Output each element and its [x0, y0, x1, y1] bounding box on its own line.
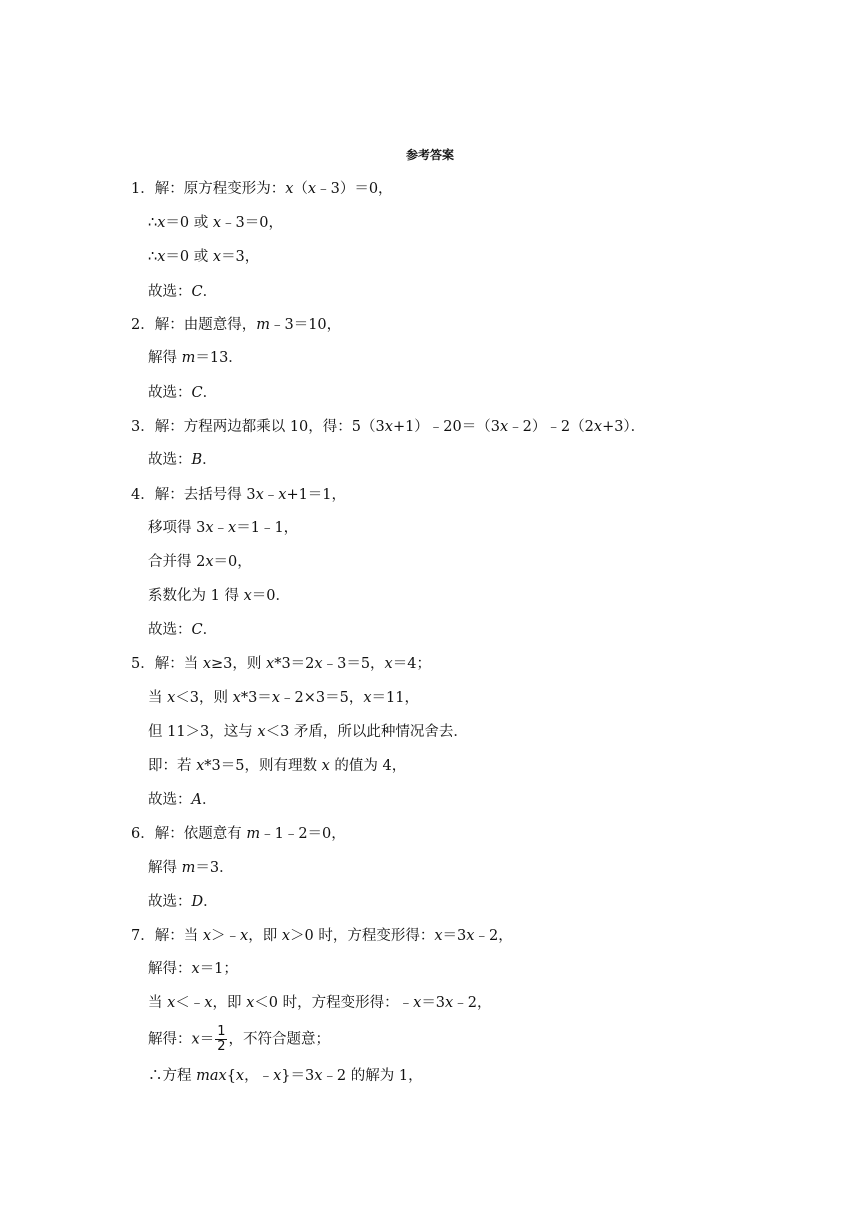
answer-line: 故选：D．: [148, 894, 218, 910]
answer-line: 1．解：原方程变形为：x（x﹣3）＝0，: [131, 181, 393, 197]
fraction: [215, 1025, 227, 1054]
answer-line: 系数化为 1 得 x＝0．: [148, 588, 290, 604]
fraction-denominator: 2: [217, 1039, 226, 1054]
fraction-numerator: 1: [217, 1024, 226, 1039]
answer-line: 解得 m＝3．: [148, 860, 234, 876]
answer-line: ∴x＝0 或 x＝3，: [148, 249, 260, 265]
answer-line: 故选：A．: [148, 792, 217, 808]
page-title: 参考答案: [405, 148, 454, 162]
answer-line: 当 x＜﹣x，即 x＜0 时，方程变形得：﹣x＝3x﹣2，: [148, 995, 492, 1011]
fraction-line: [148, 1025, 330, 1054]
answer-line: 即：若 x*3＝5，则有理数 x 的值为 4，: [148, 758, 407, 774]
answer-line: 3．解：方程两边都乘以 10，得：5（3x+1）﹣20＝（3x﹣2）﹣2（2x+3）．: [131, 419, 646, 435]
answer-line: 2．解：由题意得，m﹣3＝10，: [131, 317, 342, 333]
answer-line: 故选：C．: [148, 284, 218, 300]
answer-line: 故选：C．: [148, 385, 218, 401]
answer-line: 合并得 2x＝0，: [148, 554, 252, 570]
answer-line: 故选：B．: [148, 452, 217, 468]
answer-line: 5．解：当 x≥3，则 x*3＝2x﹣3＝5，x＝4；: [131, 656, 431, 672]
answer-line: 故选：C．: [148, 622, 218, 638]
answer-line: ∴方程 max{x，﹣x}＝3x﹣2 的解为 1，: [148, 1068, 423, 1084]
answer-line: 当 x＜3，则 x*3＝x﹣2×3＝5，x＝11，: [148, 690, 419, 706]
fraction-line-suffix: ，不符合题意；: [228, 1031, 330, 1048]
answer-line: 6．解：依题意有 m﹣1﹣2＝0，: [131, 826, 346, 842]
answer-line: 移项得 3x﹣x＝1﹣1，: [148, 520, 299, 536]
answer-line: 解得：x＝1；: [148, 961, 238, 977]
answer-line: 4．解：去括号得 3x﹣x+1＝1，: [131, 487, 347, 503]
answer-line: ∴x＝0 或 x﹣3＝0，: [148, 215, 284, 231]
fraction-line-prefix: 解得：x＝: [148, 1031, 215, 1048]
answer-line: 解得 m＝13．: [148, 350, 243, 366]
answer-line: 但 11＞3，这与 x＜3 矛盾，所以此种情况舍去．: [148, 724, 468, 740]
answer-line: 7．解：当 x＞﹣x，即 x＞0 时，方程变形得：x＝3x﹣2，: [131, 928, 513, 944]
